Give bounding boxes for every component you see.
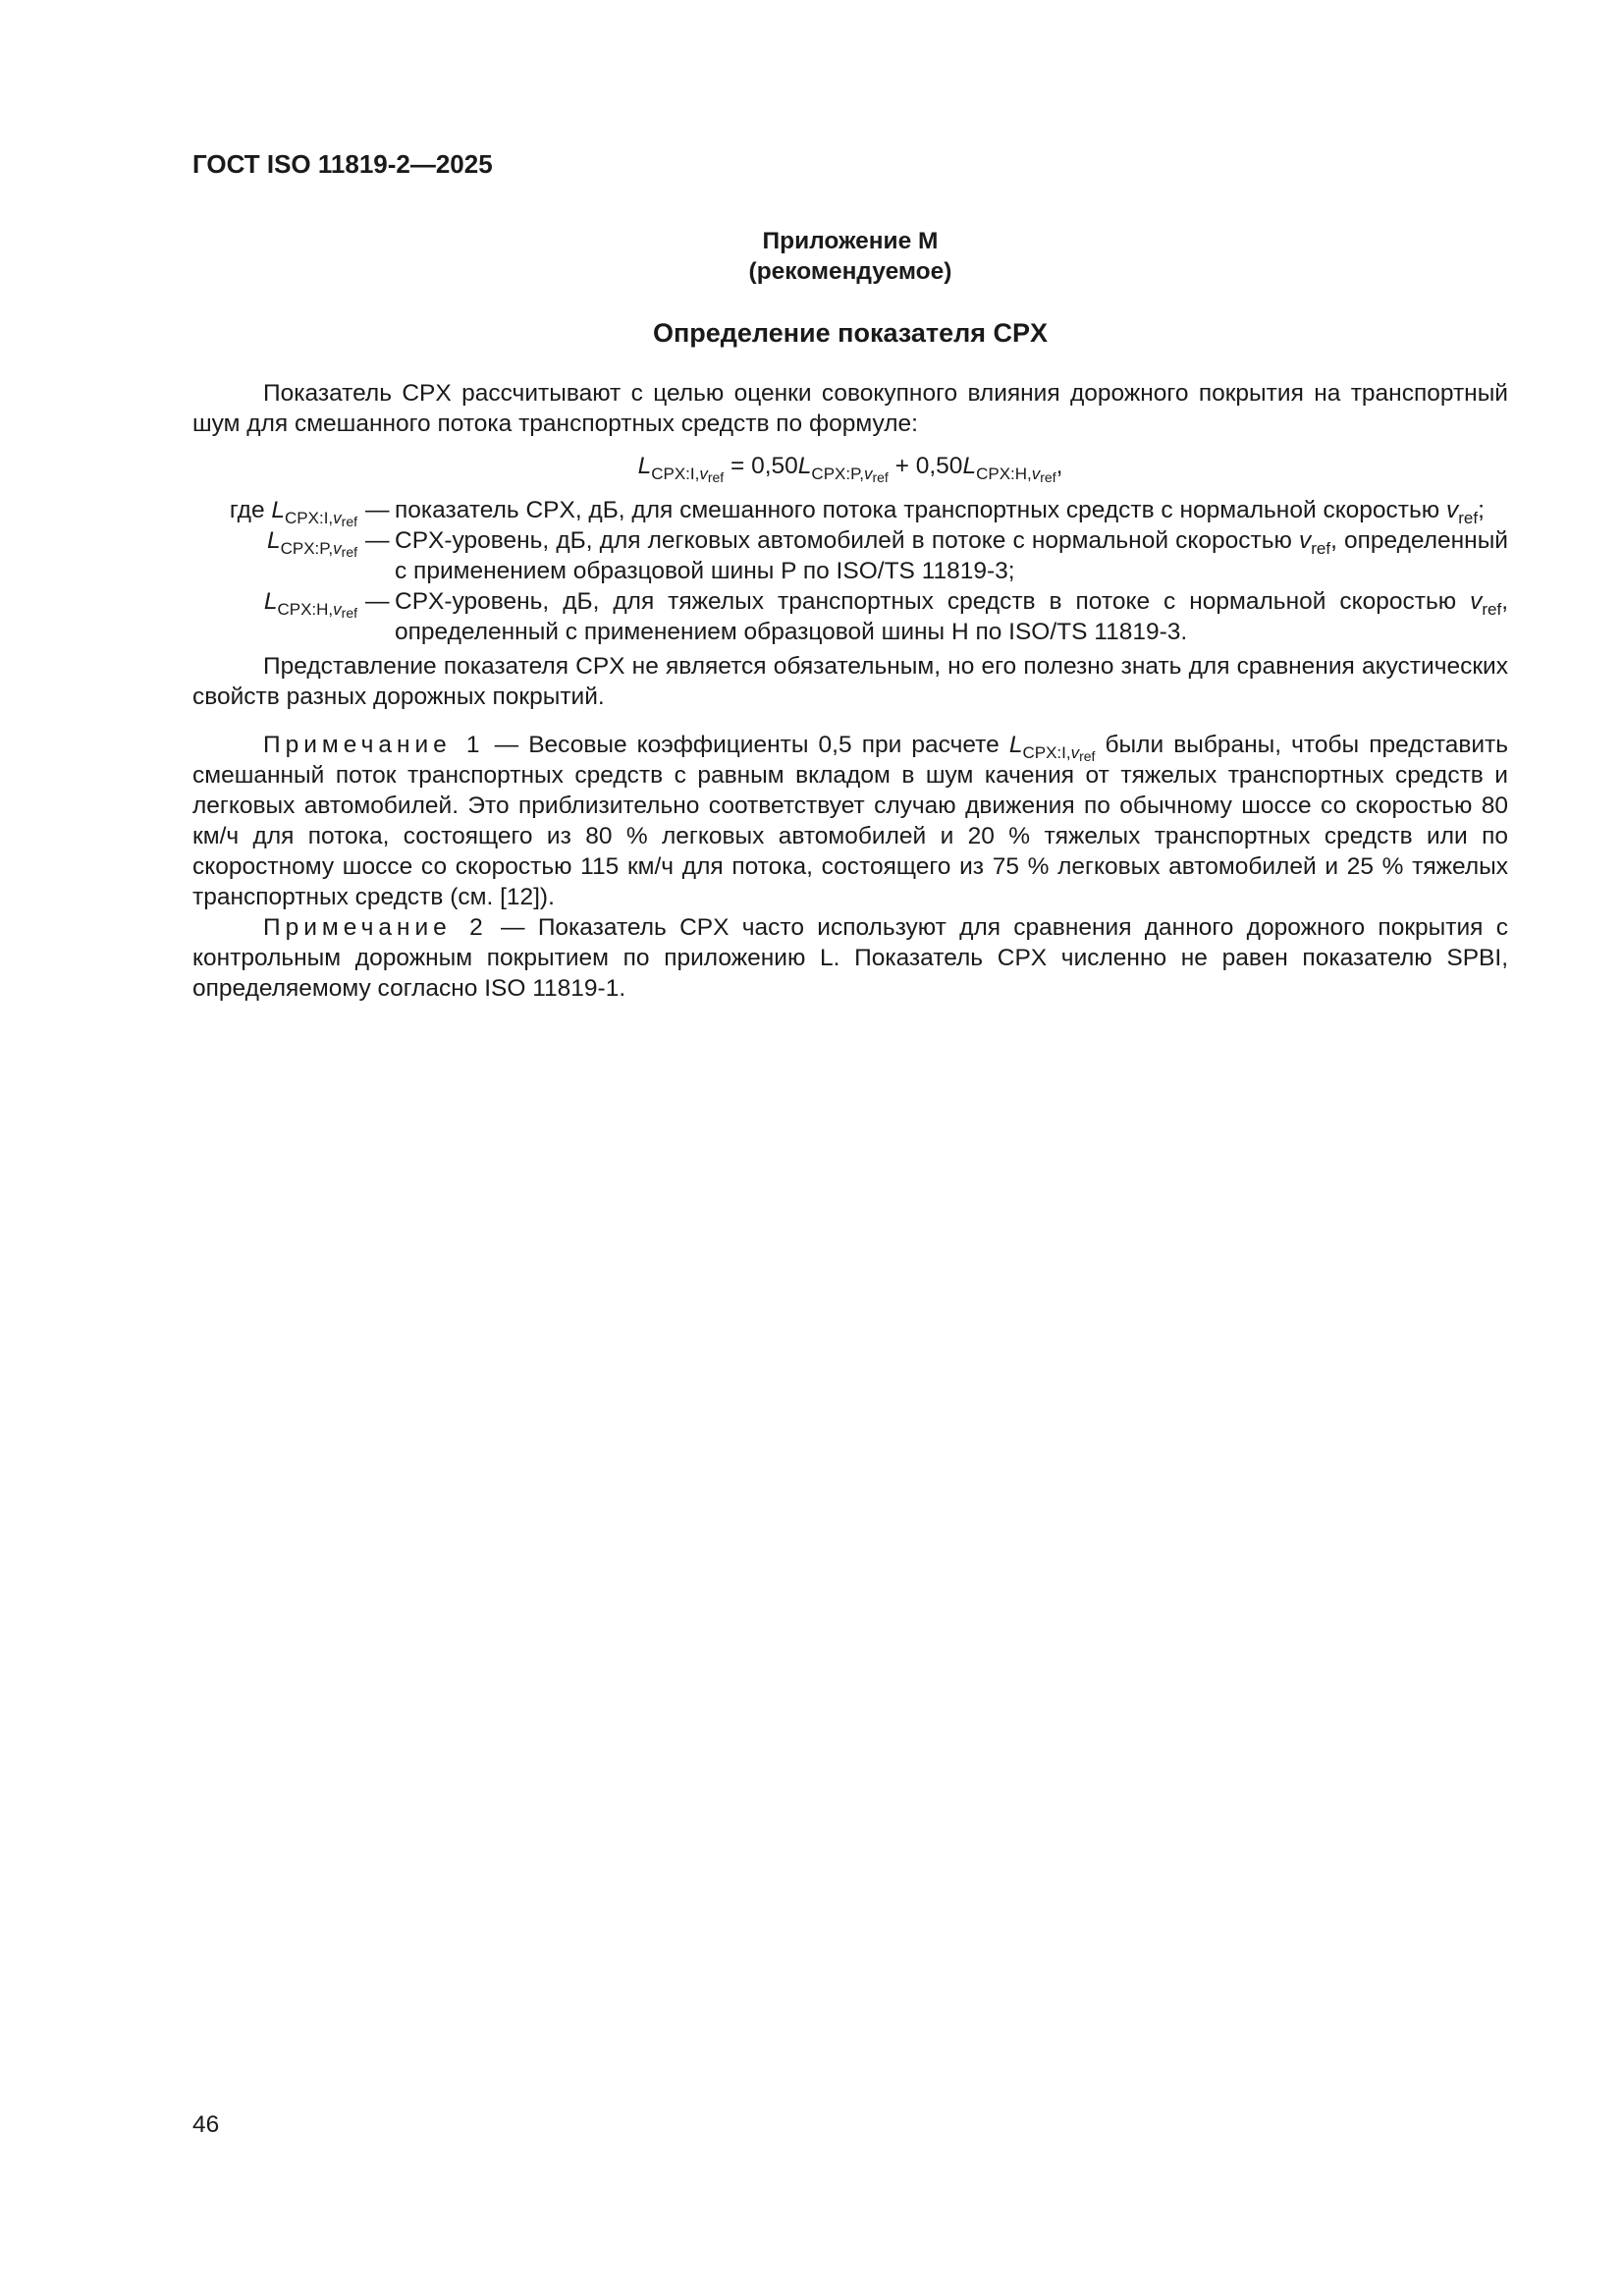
definition-dash: —: [365, 527, 390, 554]
intro-paragraph: Показатель CPX рассчитывают с целью оценки совокупного влияния дорожного покрытия на транспортный шум для смешанного потока транспортных средств по формуле:: [192, 380, 1508, 437]
symbol-definitions: [192, 495, 1508, 647]
annex-status: (рекомендуемое): [748, 258, 952, 285]
annex-heading: [192, 226, 1508, 287]
representation-paragraph: Представление показателя CPX не является обязательным, но его полезно знать для сравнения акустических свойств разных дорожных покрытий.: [192, 653, 1508, 710]
definition-row-heavy: [192, 586, 1508, 647]
definition-row-mixed: [192, 495, 1508, 529]
note-1-label: Примечание 1: [263, 732, 485, 758]
note-2: Примечание 2 — Показатель CPX часто используют для сравнения данного дорожного покрытия с контрольным дорожным покрытием по приложению L. Показатель CPX численно не равен показателю SPBI, определяемому согласно ISO 11819-1.: [192, 914, 1508, 1002]
definition-symbol: $L_{CPX:H,v_{ref}}$: [263, 588, 357, 621]
cpx-formula: $L_{CPX:I,v_{ref}} = 0,50L_{CPX:P,v_{ref}} + 0,50L_{CPX:H,v_{ref}}$,: [637, 453, 1063, 485]
definition-symbol: $L_{CPX:P,v_{ref}}$: [266, 527, 357, 560]
document-id-header: ГОСТ ISO 11819-2—2025: [192, 149, 493, 179]
definition-dash: —: [365, 588, 390, 615]
definition-dash: —: [365, 497, 390, 523]
body-text: [192, 378, 1508, 1004]
annex-label: Приложение М: [762, 228, 939, 254]
section-title: Определение показателя CPX: [652, 318, 1049, 348]
definition-text: CPX-уровень, дБ, для легковых автомобилей в потоке с нормальной скоростью $v_{ref}$, определенный с применением образцовой шины P по ISO/TS 11819-3;: [395, 527, 1508, 584]
definition-text: CPX-уровень, дБ, для тяжелых транспортных средств в потоке с нормальной скоростью $v_{ref}$, определенный с применением образцовой шины H по ISO/TS 11819-3.: [395, 588, 1508, 645]
definition-text: показатель CPX, дБ, для смешанного потока транспортных средств с нормальной скоростью $v_{ref}$;: [395, 497, 1485, 527]
note-2-label: Примечание 2: [263, 914, 488, 941]
note-1: Примечание 1 — Весовые коэффициенты 0,5 при расчете $L_{CPX:I,v_{ref}}$ были выбраны, чтобы представить смешанный поток транспортных средств с равным вкладом в шум качения от тяжелых транспортных средств и легковых автомобилей. Это приблизительно соответствует случаю движения по обычному шоссе со скоростью 80 км/ч для потока, состоящего из 80 % легковых автомобилей и 20 % тяжелых транспортных средств или по скоростному шоссе со скоростью 115 км/ч для потока, состоящего из 75 % легковых автомобилей и 25 % тяжелых транспортных средств (см. [12]).: [192, 732, 1509, 910]
definition-symbol: где $L_{CPX:I,v_{ref}}$: [229, 497, 357, 529]
definition-row-passenger: [192, 525, 1508, 586]
page-number: 46: [192, 2111, 220, 2138]
